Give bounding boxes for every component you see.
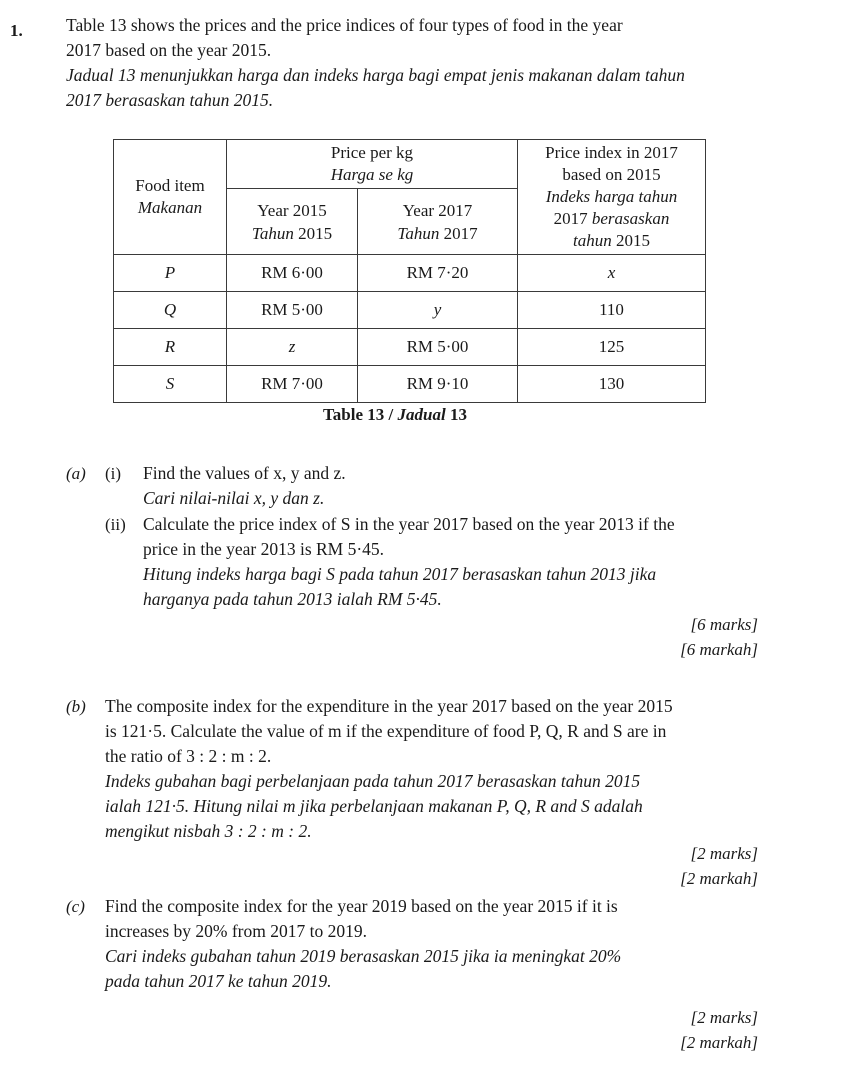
header-year-2017-en: Year 2017 (402, 200, 473, 220)
part-c-marks-my: [2 markah] (680, 1033, 758, 1052)
cell-price-2017: RM 5·00 (358, 329, 518, 366)
header-price-per-kg-en: Price per kg (330, 143, 414, 162)
header-food-item-my: Makanan (137, 198, 203, 217)
part-b-en-line-2: is 121·5. Calculate the value of m if the expenditure of food P, Q, R and S are in (105, 721, 667, 741)
header-cell-year-2015 (227, 189, 358, 255)
part-a-ii-my-line-2: harganya pada tahun 2013 ialah RM 5·45. (143, 589, 442, 609)
cell-price-index: 130 (518, 366, 706, 403)
header-cell-year-2017 (358, 189, 518, 255)
part-label-b: (b) (66, 697, 86, 716)
cell-price-2017: RM 9·10 (358, 366, 518, 403)
header-year-2015-en: Year 2015 (257, 200, 327, 220)
part-label-c: (c) (66, 897, 85, 916)
header-tahun-year-2017: 2017 (443, 223, 478, 243)
question-number: 1. (10, 21, 23, 40)
part-c-marks-en: [2 marks] (690, 1008, 758, 1027)
header-index-my-year: 2017 (553, 209, 588, 228)
caption-my: Jadual (397, 405, 446, 424)
part-a-i-en-line-1: Find the values of x, y and z. (143, 463, 346, 483)
table-row (114, 255, 706, 292)
part-a-marks-en: [6 marks] (690, 615, 758, 634)
cell-food-item: S (114, 366, 227, 403)
part-a-ii-en-line-2: price in the year 2013 is RM 5·45. (143, 539, 385, 559)
part-b-marks-my: [2 markah] (680, 869, 758, 888)
header-index-en-line-2: based on 2015 (562, 165, 661, 184)
header-tahun-label-2017: Tahun (397, 223, 440, 243)
header-food-item-en: Food item (135, 176, 205, 195)
part-a-i-my-line-1: Cari nilai-nilai x, y dan z. (143, 488, 325, 508)
part-b-text (105, 694, 785, 844)
cell-price-2015: RM 5·00 (227, 292, 358, 329)
header-price-per-kg-my: Harga se kg (330, 165, 414, 184)
cell-price-2017: y (358, 292, 518, 329)
question-intro (66, 13, 786, 113)
table-row (114, 292, 706, 329)
header-cell-food-item (114, 140, 227, 255)
part-b-my-line-3: mengikut nisbah 3 : 2 : m : 2. (105, 821, 312, 841)
part-c-marks (680, 1005, 758, 1055)
intro-my-line-1: Jadual 13 menunjukkan harga dan indeks harga bagi empat jenis makanan dalam tahun (66, 65, 685, 85)
part-b-marks (680, 841, 758, 891)
table-caption (0, 402, 790, 427)
part-b-en-line-1: The composite index for the expenditure in the year 2017 based on the year 2015 (105, 696, 673, 716)
part-c-my-line-2: pada tahun 2017 ke tahun 2019. (105, 971, 332, 991)
part-label-a-ii: (ii) (105, 515, 126, 534)
cell-price-2015: RM 7·00 (227, 366, 358, 403)
header-index-my-line-2 (522, 208, 701, 230)
cell-price-index: 110 (518, 292, 706, 329)
header-tahun-year-2015: 2015 (298, 223, 333, 243)
table-row (114, 329, 706, 366)
part-label-a-i: (i) (105, 464, 122, 483)
part-c-en-line-2: increases by 20% from 2017 to 2019. (105, 921, 367, 941)
table-row (114, 366, 706, 403)
cell-price-index: x (518, 255, 706, 292)
cell-price-2015: z (227, 329, 358, 366)
part-a-i-text (143, 461, 783, 511)
header-tahun-label-2015: Tahun (251, 223, 294, 243)
part-c-text (105, 894, 785, 994)
part-b-en-line-3: the ratio of 3 : 2 : m : 2. (105, 746, 272, 766)
header-index-my-berasaskan: berasaskan (591, 209, 670, 228)
cell-price-2017: RM 7·20 (358, 255, 518, 292)
caption-en: Table 13 / (323, 405, 394, 424)
header-cell-price-index (518, 140, 706, 255)
part-a-marks-my: [6 markah] (680, 640, 758, 659)
part-c-en-line-1: Find the composite index for the year 2019 based on the year 2015 if it is (105, 896, 618, 916)
part-label-a: (a) (66, 464, 86, 483)
header-index-my-line-3 (522, 230, 701, 252)
cell-food-item: R (114, 329, 227, 366)
cell-price-2015: RM 6·00 (227, 255, 358, 292)
header-index-my-line-1: Indeks harga tahun (545, 187, 678, 206)
header-cell-price-per-kg (227, 140, 518, 189)
part-a-ii-text (143, 512, 783, 612)
part-a-ii-my-line-1: Hitung indeks harga bagi S pada tahun 2017 berasaskan tahun 2013 jika (143, 564, 657, 584)
header-index-my-tahun: tahun (573, 231, 612, 250)
part-b-my-line-1: Indeks gubahan bagi perbelanjaan pada tahun 2017 berasaskan tahun 2015 (105, 771, 641, 791)
cell-food-item: P (114, 255, 227, 292)
part-a-marks (680, 612, 758, 662)
intro-my-line-2: 2017 berasaskan tahun 2015. (66, 90, 274, 110)
intro-en-line-2: 2017 based on the year 2015. (66, 40, 272, 60)
intro-en-line-1: Table 13 shows the prices and the price indices of four types of food in the year (66, 15, 623, 35)
price-index-table (113, 139, 706, 403)
header-index-en-line-1: Price index in 2017 (545, 143, 678, 162)
cell-food-item: Q (114, 292, 227, 329)
cell-price-index: 125 (518, 329, 706, 366)
part-b-my-line-2: ialah 121·5. Hitung nilai m jika perbelanjaan makanan P, Q, R and S adalah (105, 796, 643, 816)
header-year-2017-my (362, 222, 513, 245)
caption-number: 13 (449, 405, 467, 424)
part-b-marks-en: [2 marks] (690, 844, 758, 863)
header-year-2015-my (231, 222, 353, 245)
header-index-my-base-year: 2015 (615, 231, 650, 250)
part-c-my-line-1: Cari indeks gubahan tahun 2019 berasaskan 2015 jika ia meningkat 20% (105, 946, 622, 966)
table-header-row-1 (114, 140, 706, 189)
part-a-ii-en-line-1: Calculate the price index of S in the year 2017 based on the year 2013 if the (143, 514, 675, 534)
